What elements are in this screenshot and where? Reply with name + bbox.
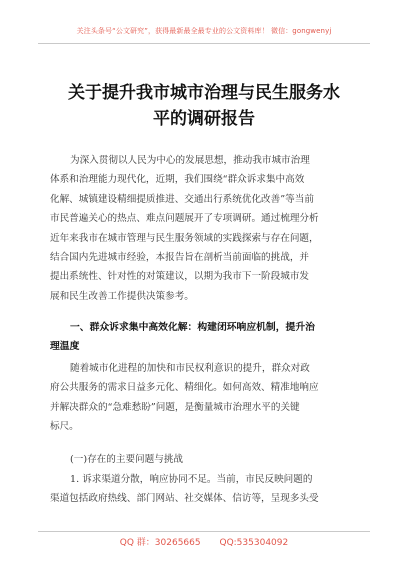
intro-paragraph [50, 151, 362, 306]
section-1-line: 并解决群众的“急难愁盼”问题，是衡量城市治理水平的关键 [50, 401, 300, 413]
footer-contact [0, 535, 408, 548]
header-divider [38, 43, 370, 44]
intro-line: 市民普遍关心的热点、难点问题展开了专项调研。通过梳理分析 [50, 213, 319, 225]
section-1-paragraph [50, 359, 362, 437]
item-1-line: 渠道包括政府热线、部门网站、社交媒体、信访等，呈现多头受 [50, 493, 319, 505]
intro-line: 结合国内先进城市经验，本报告旨在剖析当前面临的挑战，并 [50, 252, 310, 264]
document-title [60, 80, 348, 132]
section-1-line: 随着城市化进程的加快和市民权利意识的提升，群众对政 [70, 363, 310, 374]
intro-line: 展和民生改善工作提供决策参考。 [50, 290, 194, 302]
footer-qq: QQ:535304092 [219, 538, 289, 548]
intro-line: 化解、城镇建设精细提质推进、交通出行系统优化改善”等当前 [50, 193, 314, 205]
item-1-paragraph [50, 470, 362, 509]
footer-qq-group: QQ 群：30265665 [119, 538, 201, 548]
footer-divider [38, 531, 370, 532]
header-promo-note: 关注头条号“公文研究”，获得最新最全最专业的公文资料库！ 微信：gongwenyj [76, 27, 332, 35]
intro-line: 近年来我市在城市管理与民生服务领域的实践探索与存在问题， [50, 232, 319, 244]
subsection-heading: (一)存在的主要问题与挑战 [70, 454, 184, 465]
intro-line: 体系和治理能力现代化，近期，我们围绕“群众诉求集中高效 [50, 174, 305, 186]
section-1-line: 标尺。 [50, 421, 79, 433]
intro-line: 为深入贯彻以人民为中心的发展思想，推动我市城市治理 [70, 155, 310, 166]
intro-line: 提出系统性、针对性的对策建议，以期为我市下一阶段城市发 [50, 271, 310, 283]
item-1-line: 1. 诉求渠道分散，响应协同不足。当前，市民反映问题的 [70, 474, 313, 485]
title-line-1: 关于提升我市城市治理与民生服务水 [68, 83, 340, 103]
title-line-2: 平的调研报告 [153, 109, 255, 129]
section-1-heading: 一、群众诉求集中高效化解：构建闭环响应机制，提升治 理温度 [50, 322, 315, 353]
section-1-line: 府公共服务的需求日益多元化、精细化。如何高效、精准地响应 [50, 382, 319, 394]
